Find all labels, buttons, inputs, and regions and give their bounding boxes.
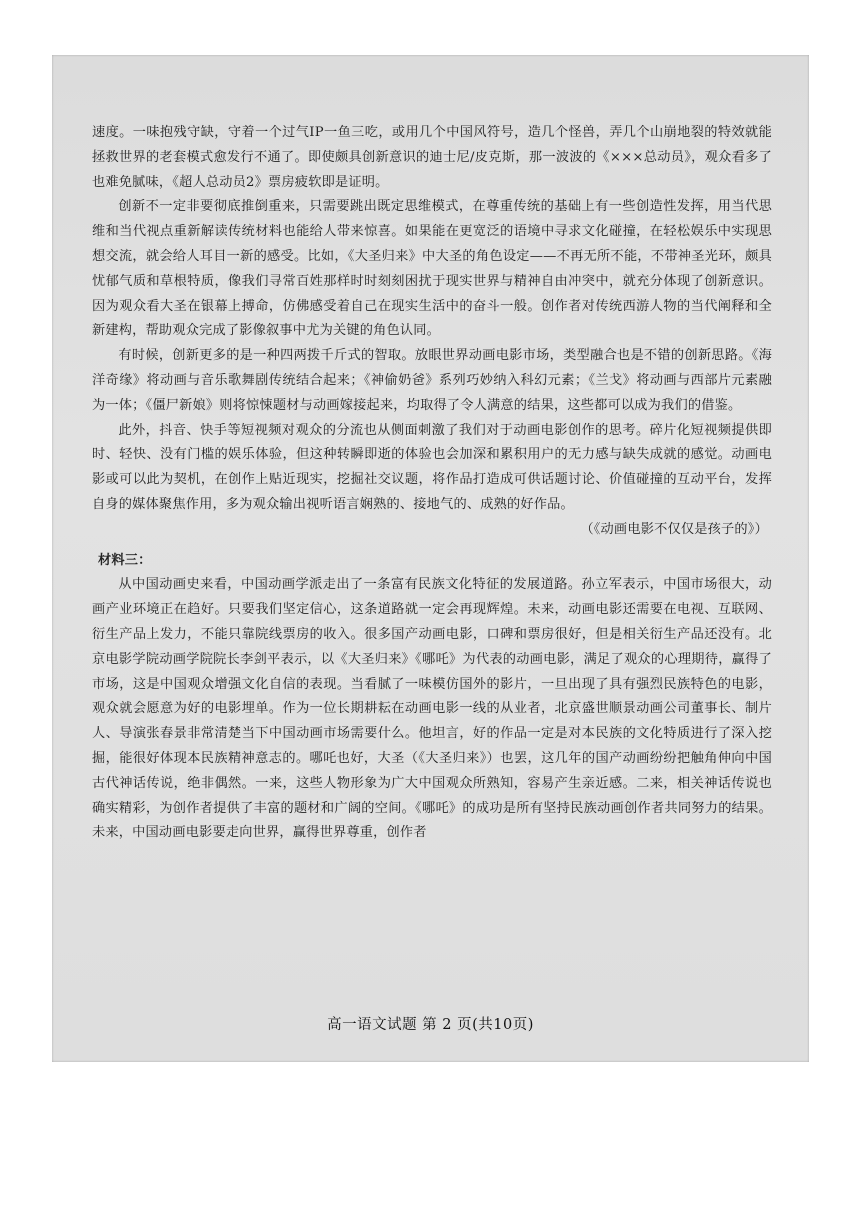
paragraph-5: 从中国动画史来看，中国动画学派走出了一条富有民族文化特征的发展道路。孙立军表示，中国市场很大，动画产业环境正在趋好。只要我们坚定信心，这条道路就一定会再现辉煌。未来，动画电影还需要在电视、互联网、衍生产品上发力，不能只靠院线票房的收入。很多国产动画电影，口碑和票房很好，但是相关衍生产品还没有。北京电影学院动画学院院长李剑平表示，以《大圣归来》《哪吒》为代表的动画电影，满足了观众的心理期待，赢得了市场，这是中国观众增强文化自信的表现。当看腻了一味模仿国外的影片，一旦出现了具有强烈民族特色的电影，观众就会愿意为好的电影埋单。作为一位长期耕耘在动画电影一线的从业者，北京盛世顺景动画公司董事长、制片人、导演张春景非常清楚当下中国动画市场需要什么。他坦言，好的作品一定是对本民族的文化特质进行了深入挖掘，能很好体现本民族精神意志的。哪吒也好，大圣（《大圣归来》）也罢，这几年的国产动画纷纷把触角伸向中国古代神话传说，绝非偶然。一来，这些人物形象为广大中国观众所熟知，容易产生亲近感。二来，相关神话传说也确实精彩，为创作者提供了丰富的题材和广阔的空间。《哪吒》的成功是所有坚持民族动画创作者共同努力的结果。未来，中国动画电影要走向世界，赢得世界尊重，创作者 bbox=[92, 577, 772, 841]
source-citation: （《动画电影不仅仅是孩子的》） bbox=[580, 521, 768, 537]
paragraph-4: 此外，抖音、快手等短视频对观众的分流也从侧面刺激了我们对于动画电影创作的思考。碎片化短视频提供即时、轻快、没有门槛的娱乐体验，但这种转瞬即逝的体验也会加深和累积用户的无力感与缺失成就的感觉。动画电影或可以此为契机，在创作上贴近现实，挖掘社交议题，将作品打造成可供话题讨论、价值碰撞的互动平台，发挥自身的媒体聚焦作用，多为观众输出视听语言娴熟的、接地气的、成熟的好作品。 bbox=[92, 422, 772, 512]
scanned-page bbox=[52, 55, 809, 1062]
page-content bbox=[92, 121, 772, 846]
paragraph-1: 速度。一味抱残守缺，守着一个过气IP一鱼三吃，或用几个中国风符号，造几个怪兽，弄几个山崩地裂的特效就能拯救世界的老套模式愈发行不通了。即使颇具创新意识的迪士尼/皮克斯，那一波波的《×××总动员》，观众看多了也难免腻味，《超人总动员2》票房疲软即是证明。 bbox=[92, 125, 772, 190]
paragraph-3: 有时候，创新更多的是一种四两拨千斤式的智取。放眼世界动画电影市场，类型融合也是不错的创新思路。《海洋奇缘》将动画与音乐歌舞剧传统结合起来；《神偷奶爸》系列巧妙纳入科幻元素；《兰戈》将动画与西部片元素融为一体；《僵尸新娘》则将惊悚题材与动画嫁接起来，均取得了令人满意的结果，这些都可以成为我们的借鉴。 bbox=[92, 348, 772, 413]
paragraph-2: 创新不一定非要彻底推倒重来，只需要跳出既定思维模式，在尊重传统的基础上有一些创造性发挥，用当代思维和当代视点重新解读传统材料也能给人带来惊喜。如果能在更宽泛的语境中寻求文化碰撞，在轻松娱乐中实现思想交流，就会给人耳目一新的感受。比如，《大圣归来》中大圣的角色设定——不再无所不能，不带神圣光环，颇具忧郁气质和草根特质，像我们寻常百姓那样时时刻刻困扰于现实世界与精神自由冲突中，就充分体现了创新意识。因为观众看大圣在银幕上搏命，仿佛感受着自己在现实生活中的奋斗一般。创作者对传统西游人物的当代阐释和全新建构，帮助观众完成了影像叙事中尤为关键的角色认同。 bbox=[92, 199, 772, 339]
section-title: 材料三： bbox=[98, 552, 152, 568]
page-footer: 高一语文试题 第 2 页(共10页) bbox=[327, 1017, 534, 1033]
